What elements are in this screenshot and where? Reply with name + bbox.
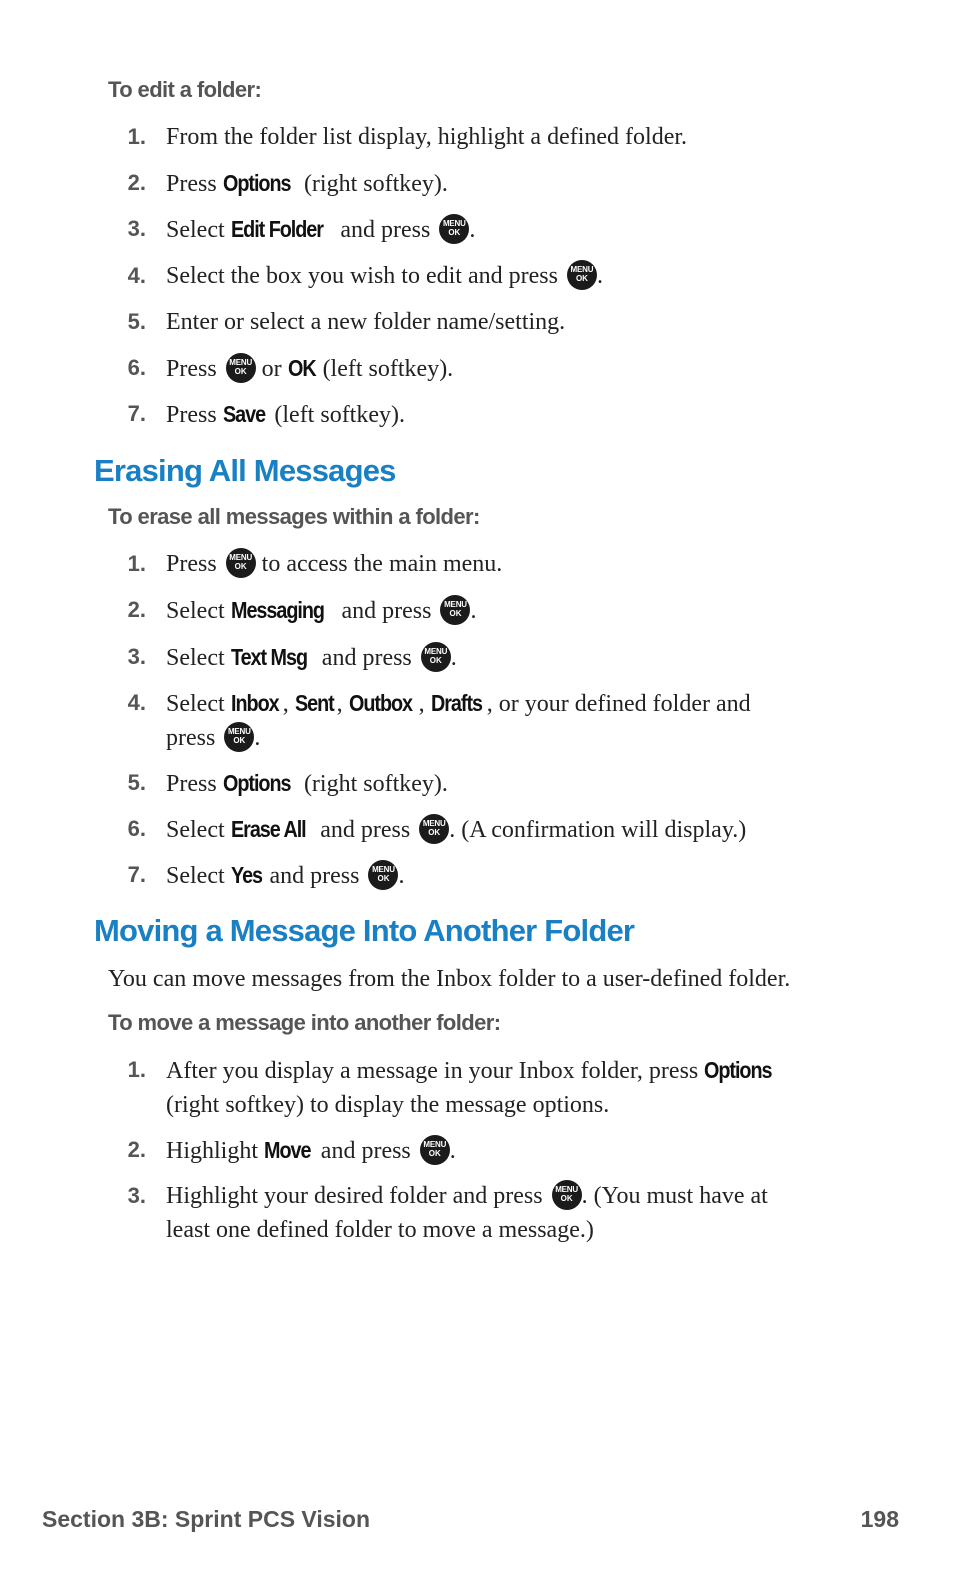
step-text-run: . (A confirmation will display.) [449,817,747,843]
key-label: Inbox [230,690,279,716]
menu-ok-key-icon [440,595,470,625]
key-label: Messaging [230,597,324,623]
step-text [166,305,866,339]
step-text [166,351,866,386]
step-text-run: to access the main menu. [255,551,503,577]
key-label: Outbox [348,690,412,716]
key-label: Text Msg [230,644,307,670]
key-label: Options [704,1057,772,1083]
step-text [166,640,866,675]
step-text [166,1053,866,1122]
step-text [166,766,866,801]
step-text-run: Select the box you wish to edit and press [166,263,564,289]
step-number: 3. [127,644,146,669]
step-number: 2. [127,170,146,195]
step-text [166,686,866,755]
key-label: Move [264,1137,311,1163]
menu-ok-key-icon [226,353,256,383]
moving-intro: You can move messages from the Inbox folder to a user-defined folder. [108,966,791,992]
menu-ok-key-icon [224,722,254,752]
step-text-run: (right softkey). [297,171,448,197]
step-text-run: and press [335,598,438,624]
step-text-run: . [469,217,476,243]
step-text-run: Select [166,863,231,889]
step-text [166,120,866,154]
step-number: 5. [127,309,146,334]
step-item [0,1053,954,1133]
step-text [166,858,866,893]
menu-ok-key-icon [419,814,449,844]
step-text-run: Enter or select a new folder name/setting. [166,309,566,335]
key-label: Options [222,170,291,196]
step-text-run: . [449,1138,456,1164]
footer-section: Section 3B: Sprint PCS Vision [42,1506,371,1532]
step-text-run: . [254,725,261,751]
step-text-run: Highlight [166,1138,265,1164]
step-number: 3. [127,1183,146,1208]
step-number: 1. [127,124,146,149]
step-text-run: . [596,263,603,289]
step-number: 7. [127,401,146,426]
step-text-run: . [450,645,457,671]
step-number: 6. [127,816,146,841]
step-text-run: and press [314,817,417,843]
step-number: 7. [127,862,146,887]
step-text-run: , [336,691,349,717]
step-text-run: , or your defined folder and [486,691,751,717]
step-text [166,593,866,628]
step-text-run: Select [166,691,231,717]
step-text-run: , [282,691,295,717]
step-text [166,259,866,293]
step-text-run: (left softkey). [316,356,454,382]
step-text-run: , [418,691,431,717]
key-label: OK [287,355,316,381]
step-text-run: least one defined folder to move a message.) [166,1217,594,1243]
menu-ok-key-icon [420,1135,450,1165]
step-text [166,1179,866,1247]
step-item [0,1179,954,1259]
menu-ok-key-icon [421,642,451,672]
step-text-run: After you display a message in your Inbox folder, press [166,1058,705,1084]
step-text-run: . [398,863,405,889]
key-label: Edit Folder [230,216,323,242]
step-number: 1. [127,551,146,576]
step-text-run: . (You must have at [581,1183,768,1209]
menu-ok-key-icon [439,214,469,244]
moving-heading: Moving a Message Into Another Folder [94,913,635,948]
step-text-run: From the folder list display, highlight a defined folder. [166,124,688,150]
step-text-run: Highlight your desired folder and press [166,1183,549,1209]
step-text [166,547,866,581]
step-text-run: Press [166,771,223,797]
step-text-run: (left softkey). [268,402,405,428]
step-text-run: Press [166,402,223,428]
menu-ok-key-icon [552,1180,582,1210]
step-text [166,1133,866,1168]
erasing-heading: Erasing All Messages [94,453,396,488]
step-text-run: and press [314,1138,417,1164]
key-label: Erase All [230,816,306,842]
menu-ok-key-icon [368,860,398,890]
step-number: 4. [127,263,146,288]
step-text-run: (right softkey). [297,771,448,797]
step-text-run: and press [263,863,366,889]
step-number: 5. [127,770,146,795]
step-text-run: Press [166,356,223,382]
key-label: Sent [294,690,334,716]
step-text-run: Press [166,171,223,197]
step-number: 1. [127,1057,146,1082]
step-text-run: Select [166,217,231,243]
key-label: Yes [230,862,262,888]
step-text-run: Select [166,817,231,843]
step-text-run: and press [334,217,437,243]
moving-subheading: To move a message into another folder: [108,1010,501,1035]
menu-ok-key-icon [226,548,256,578]
step-text-run: press [166,725,222,751]
step-number: 4. [127,690,146,715]
step-text [166,166,866,201]
step-text-run: Select [166,645,231,671]
step-text [166,212,866,247]
key-label: Options [222,770,291,796]
step-item [0,686,954,766]
step-text-run: Select [166,598,231,624]
step-text-run: . [470,598,477,624]
step-number: 2. [127,597,146,622]
step-text-run: or [255,356,288,382]
step-text-run: (right softkey) to display the message options. [166,1092,610,1118]
key-label: Drafts [430,690,482,716]
key-label: Save [222,401,265,427]
step-text-run: Press [166,551,223,577]
step-number: 2. [127,1137,146,1162]
step-text [166,397,866,432]
step-number: 3. [127,216,146,241]
step-text-run: and press [315,645,418,671]
edit-folder-subheading: To edit a folder: [108,77,262,102]
footer-page-number: 198 [860,1506,899,1532]
step-number: 6. [127,355,146,380]
erasing-subheading: To erase all messages within a folder: [108,504,480,529]
menu-ok-key-icon [567,260,597,290]
step-text [166,812,866,847]
